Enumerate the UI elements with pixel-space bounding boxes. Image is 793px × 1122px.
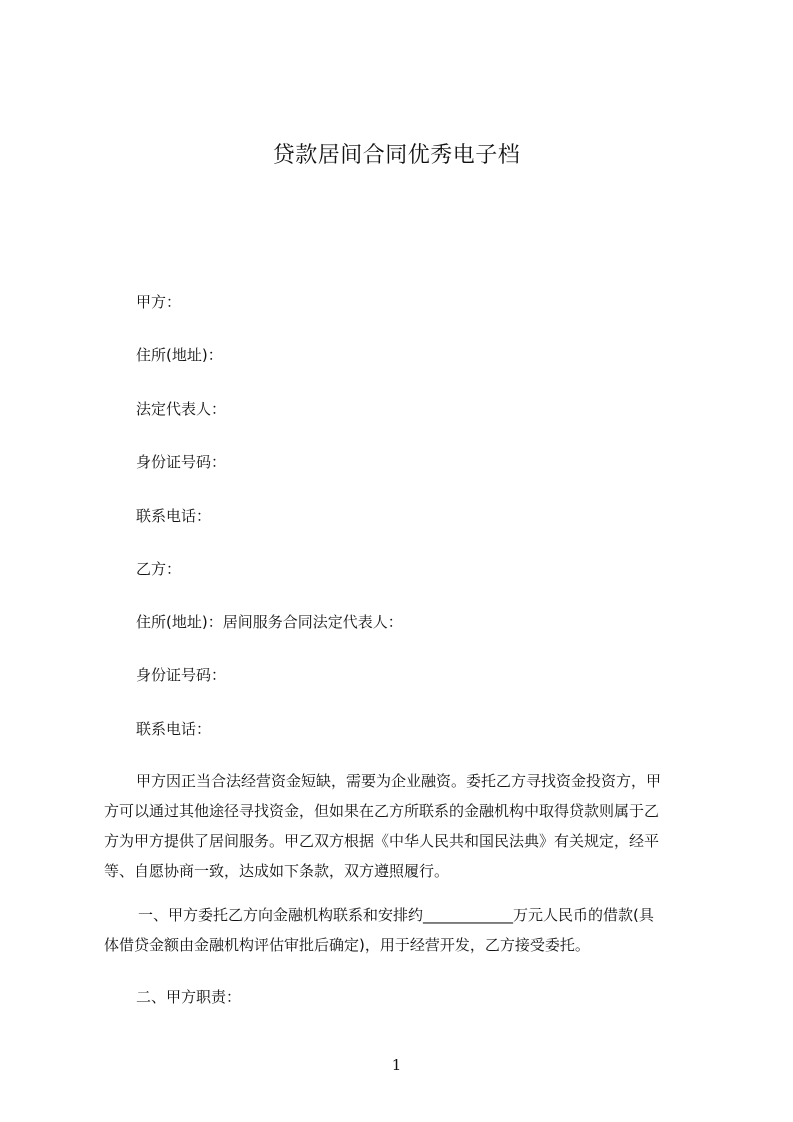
clause-1-line: 一、甲方委托乙方向金融机构联系和安排约____________万元人民币的借款(具: [138, 906, 654, 924]
section-2-heading: 二、甲方职责：: [136, 988, 242, 1006]
party-a-id-number-label: 身份证号码：: [136, 453, 227, 471]
party-b-id-number-label: 身份证号码：: [136, 666, 227, 684]
party-a-phone-label: 联系电话：: [136, 507, 212, 525]
document-title: 贷款居间合同优秀电子档: [272, 143, 521, 168]
clause-1-line: 体借贷金额由金融机构评估审批后确定)，用于经营开发，乙方接受委托。: [104, 936, 590, 954]
party-a-label: 甲方：: [136, 293, 182, 311]
intro-paragraph: [104, 766, 712, 886]
party-b-phone-label: 联系电话：: [136, 720, 212, 738]
intro-line: 方可以通过其他途径寻找资金，但如果在乙方所联系的金融机构中取得贷款则属于乙: [104, 802, 660, 820]
intro-line: 等、自愿协商一致，达成如下条款，双方遵照履行。: [104, 862, 450, 880]
party-b-address-label: 住所(地址)：居间服务合同法定代表人：: [136, 613, 403, 631]
page-number: 1: [391, 1056, 402, 1074]
party-b-label: 乙方：: [136, 560, 182, 578]
clause-1-paragraph: [104, 900, 712, 960]
party-a-legal-rep-label: 法定代表人：: [136, 400, 227, 418]
intro-line: 方为甲方提供了居间服务。甲乙双方根据《中华人民共和国民法典》有关规定，经平: [104, 832, 660, 850]
intro-line: 甲方因正当合法经营资金短缺，需要为企业融资。委托乙方寻找资金投资方，甲: [136, 772, 662, 790]
party-a-address-label: 住所(地址)：: [136, 346, 223, 364]
